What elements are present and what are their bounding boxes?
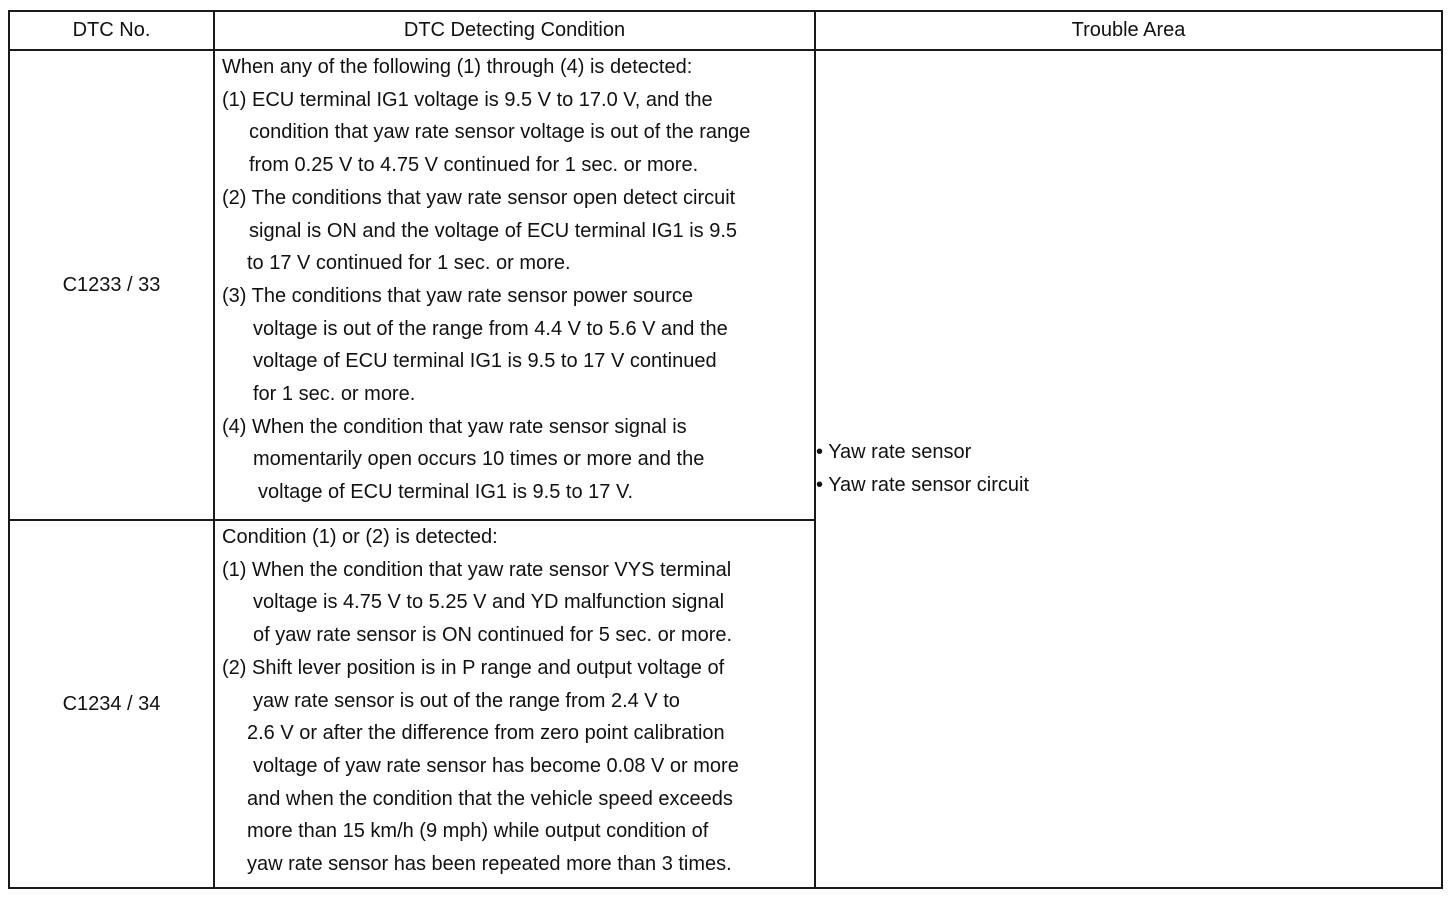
condition-line: yaw rate sensor has been repeated more than 3 times. xyxy=(247,853,732,876)
condition-line: (2) Shift lever position is in P range and output voltage of xyxy=(222,656,725,679)
condition-line: of yaw rate sensor is ON continued for 5 sec. or more. xyxy=(253,624,733,647)
condition-line: voltage of ECU terminal IG1 is 9.5 to 17 V continued xyxy=(253,350,717,373)
condition-line: condition that yaw rate sensor voltage is out of the range xyxy=(249,121,751,144)
detecting-condition xyxy=(214,520,815,888)
dtc-table xyxy=(8,10,1443,889)
header-dtc-no: DTC No. xyxy=(9,11,214,50)
condition-line: and when the condition that the vehicle speed exceeds xyxy=(247,787,733,810)
header-detecting-condition: DTC Detecting Condition xyxy=(214,11,815,50)
table-row xyxy=(9,50,1442,520)
condition-line: momentarily open occurs 10 times or more and the xyxy=(253,448,705,471)
condition-line: voltage of yaw rate sensor has become 0.08 V or more xyxy=(253,754,739,777)
trouble-area-item: • Yaw rate sensor xyxy=(816,441,972,463)
condition-line: signal is ON and the voltage of ECU terminal IG1 is 9.5 xyxy=(249,219,738,242)
detecting-condition xyxy=(214,50,815,520)
condition-line: (1) ECU terminal IG1 voltage is 9.5 V to 17.0 V, and the xyxy=(222,88,713,111)
header-row xyxy=(9,11,1442,50)
condition-line: Condition (1) or (2) is detected: xyxy=(222,526,498,548)
trouble-area-item: • Yaw rate sensor circuit xyxy=(816,474,1030,496)
condition-line: 2.6 V or after the difference from zero point calibration xyxy=(247,722,725,745)
condition-line: (4) When the condition that yaw rate sensor signal is xyxy=(222,415,687,438)
condition-line: (3) The conditions that yaw rate sensor power source xyxy=(222,284,693,307)
header-trouble-area: Trouble Area xyxy=(815,11,1442,50)
dtc-code: C1233 / 33 xyxy=(9,50,214,520)
condition-line: for 1 sec. or more. xyxy=(253,383,416,406)
condition-line: yaw rate sensor is out of the range from 2.4 V to xyxy=(253,689,680,712)
condition-line: from 0.25 V to 4.75 V continued for 1 sec. or more. xyxy=(249,154,699,177)
condition-line: (2) The conditions that yaw rate sensor open detect circuit xyxy=(222,186,736,209)
condition-line: When any of the following (1) through (4) is detected: xyxy=(222,56,693,78)
condition-line: voltage is 4.75 V to 5.25 V and YD malfunction signal xyxy=(253,591,725,614)
condition-line: (1) When the condition that yaw rate sensor VYS terminal xyxy=(222,558,732,581)
condition-line: more than 15 km/h (9 mph) while output condition of xyxy=(247,820,709,843)
condition-line: voltage is out of the range from 4.4 V to 5.6 V and the xyxy=(253,317,728,340)
trouble-area xyxy=(815,50,1442,888)
condition-line: voltage of ECU terminal IG1 is 9.5 to 17 V. xyxy=(258,481,634,504)
condition-line: to 17 V continued for 1 sec. or more. xyxy=(247,252,571,275)
dtc-code: C1234 / 34 xyxy=(9,520,214,888)
